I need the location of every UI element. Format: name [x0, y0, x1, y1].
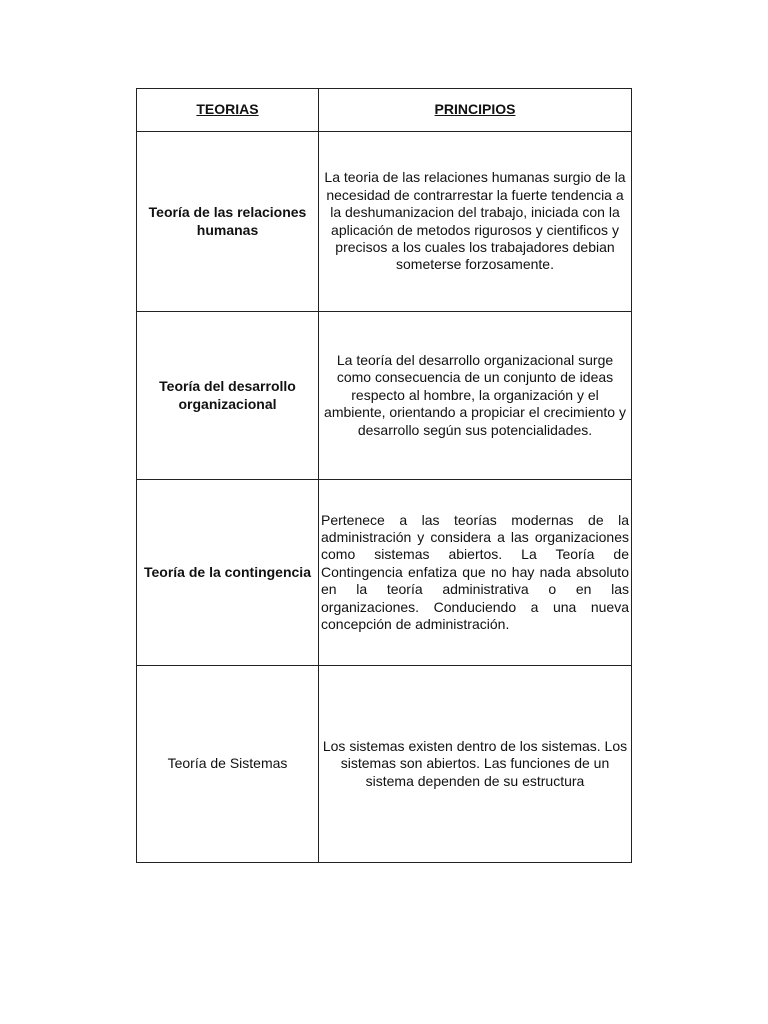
table-row — [137, 666, 632, 863]
principle-cell: Los sistemas existen dentro de los sistemas. Los sistemas son abiertos. Las funciones de un sistema dependen de su estructura — [319, 666, 632, 863]
table-header-row — [137, 89, 632, 132]
header-principles: PRINCIPIOS — [319, 89, 632, 132]
theories-table — [136, 88, 632, 863]
principle-cell: La teoria de las relaciones humanas surgio de la necesidad de contrarrestar la fuerte tendencia a la deshumanizacion del trabajo, iniciada con la aplicación de metodos rigurosos y cientificos y precisos a los cuales los trabajadores debian someterse forzosamente. — [319, 132, 632, 312]
theory-cell: Teoría del desarrollo organizacional — [137, 312, 319, 480]
table-row — [137, 132, 632, 312]
principle-cell: Pertenece a las teorías modernas de la administración y considera a las organizaciones como sistemas abiertos. La Teoría de Contingencia enfatiza que no hay nada absoluto en la teoría administrativa o en las organizaciones. Conduciendo a una nueva concepción de administración. — [319, 480, 632, 666]
theory-cell: Teoría de la contingencia — [137, 480, 319, 666]
principle-cell: La teoría del desarrollo organizacional surge como consecuencia de un conjunto de ideas respecto al hombre, la organización y el ambiente, orientando a propiciar el crecimiento y desarrollo según sus potencialidades. — [319, 312, 632, 480]
theory-cell: Teoría de las relaciones humanas — [137, 132, 319, 312]
header-theories: TEORIAS — [137, 89, 319, 132]
table-row — [137, 312, 632, 480]
table-row — [137, 480, 632, 666]
theory-cell: Teoría de Sistemas — [137, 666, 319, 863]
